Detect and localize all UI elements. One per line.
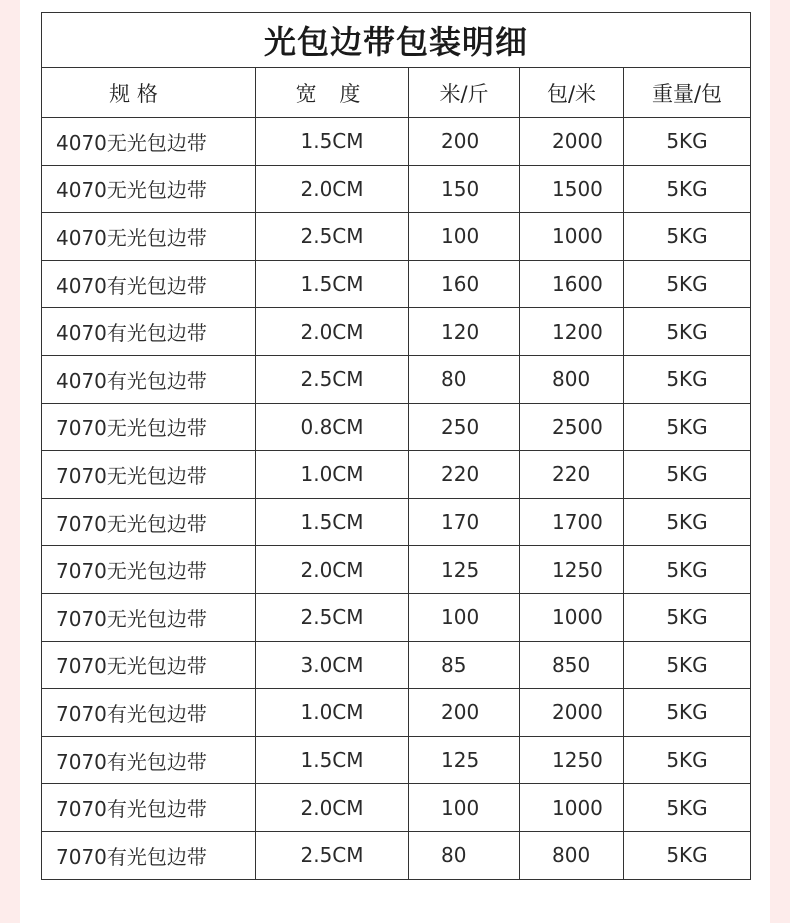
cell-weight-per-pack: 5KG (624, 118, 751, 166)
cell-width: 2.5CM (256, 213, 409, 261)
cell-spec: 7070无光包边带 (42, 593, 256, 641)
table-row (42, 213, 751, 261)
cell-meters-per-jin: 200 (409, 689, 520, 737)
table-row (42, 736, 751, 784)
cell-meters-per-pack: 1700 (520, 498, 624, 546)
cell-spec: 4070有光包边带 (42, 260, 256, 308)
cell-weight-per-pack: 5KG (624, 308, 751, 356)
cell-meters-per-jin: 100 (409, 213, 520, 261)
cell-width: 2.0CM (256, 784, 409, 832)
cell-weight-per-pack: 5KG (624, 260, 751, 308)
header-weight-per-pack: 重量/包 (624, 68, 751, 118)
cell-meters-per-pack: 1500 (520, 165, 624, 213)
cell-weight-per-pack: 5KG (624, 689, 751, 737)
cell-width: 0.8CM (256, 403, 409, 451)
cell-meters-per-jin: 100 (409, 593, 520, 641)
cell-meters-per-pack: 1000 (520, 213, 624, 261)
cell-meters-per-jin: 125 (409, 546, 520, 594)
cell-weight-per-pack: 5KG (624, 784, 751, 832)
table-row (42, 593, 751, 641)
cell-meters-per-jin: 160 (409, 260, 520, 308)
cell-spec: 7070有光包边带 (42, 689, 256, 737)
cell-meters-per-pack: 1200 (520, 308, 624, 356)
cell-meters-per-pack: 1250 (520, 546, 624, 594)
cell-weight-per-pack: 5KG (624, 355, 751, 403)
table-row (42, 641, 751, 689)
cell-meters-per-pack: 1000 (520, 593, 624, 641)
cell-meters-per-pack: 1000 (520, 784, 624, 832)
cell-meters-per-pack: 2000 (520, 689, 624, 737)
cell-spec: 7070有光包边带 (42, 831, 256, 879)
cell-weight-per-pack: 5KG (624, 831, 751, 879)
table-row (42, 689, 751, 737)
cell-meters-per-jin: 170 (409, 498, 520, 546)
cell-weight-per-pack: 5KG (624, 593, 751, 641)
cell-meters-per-jin: 80 (409, 831, 520, 879)
cell-weight-per-pack: 5KG (624, 736, 751, 784)
cell-meters-per-jin: 125 (409, 736, 520, 784)
cell-meters-per-jin: 120 (409, 308, 520, 356)
table-row (42, 784, 751, 832)
header-meters-per-pack: 包/米 (520, 68, 624, 118)
cell-spec: 7070无光包边带 (42, 498, 256, 546)
cell-width: 2.0CM (256, 165, 409, 213)
table-row (42, 546, 751, 594)
packing-detail-table (41, 12, 751, 880)
table-title: 光包边带包装明细 (42, 13, 751, 68)
cell-width: 1.5CM (256, 118, 409, 166)
cell-width: 1.5CM (256, 260, 409, 308)
cell-width: 2.5CM (256, 831, 409, 879)
cell-spec: 7070有光包边带 (42, 784, 256, 832)
cell-meters-per-jin: 250 (409, 403, 520, 451)
cell-weight-per-pack: 5KG (624, 165, 751, 213)
table-row (42, 831, 751, 879)
cell-meters-per-jin: 80 (409, 355, 520, 403)
cell-width: 2.0CM (256, 546, 409, 594)
cell-width: 3.0CM (256, 641, 409, 689)
cell-spec: 7070无光包边带 (42, 403, 256, 451)
cell-spec: 7070无光包边带 (42, 451, 256, 499)
cell-weight-per-pack: 5KG (624, 546, 751, 594)
table-row (42, 355, 751, 403)
cell-spec: 4070无光包边带 (42, 118, 256, 166)
cell-spec: 4070有光包边带 (42, 355, 256, 403)
cell-width: 2.0CM (256, 308, 409, 356)
cell-spec: 4070无光包边带 (42, 213, 256, 261)
cell-meters-per-jin: 100 (409, 784, 520, 832)
cell-meters-per-pack: 1250 (520, 736, 624, 784)
cell-meters-per-jin: 150 (409, 165, 520, 213)
cell-spec: 7070无光包边带 (42, 546, 256, 594)
table-row (42, 308, 751, 356)
cell-weight-per-pack: 5KG (624, 451, 751, 499)
table-row (42, 403, 751, 451)
cell-width: 1.5CM (256, 498, 409, 546)
cell-meters-per-pack: 800 (520, 831, 624, 879)
cell-meters-per-pack: 2000 (520, 118, 624, 166)
table-row (42, 498, 751, 546)
table-row (42, 165, 751, 213)
cell-weight-per-pack: 5KG (624, 498, 751, 546)
cell-spec: 4070无光包边带 (42, 165, 256, 213)
cell-meters-per-pack: 850 (520, 641, 624, 689)
cell-weight-per-pack: 5KG (624, 641, 751, 689)
table-row (42, 118, 751, 166)
cell-meters-per-pack: 1600 (520, 260, 624, 308)
cell-spec: 7070有光包边带 (42, 736, 256, 784)
cell-width: 1.0CM (256, 689, 409, 737)
table-row (42, 260, 751, 308)
cell-width: 1.5CM (256, 736, 409, 784)
table-row (42, 451, 751, 499)
cell-meters-per-jin: 220 (409, 451, 520, 499)
cell-width: 1.0CM (256, 451, 409, 499)
cell-meters-per-jin: 85 (409, 641, 520, 689)
cell-width: 2.5CM (256, 355, 409, 403)
header-width: 宽 度 (256, 68, 409, 118)
cell-spec: 7070无光包边带 (42, 641, 256, 689)
header-meters-per-jin: 米/斤 (409, 68, 520, 118)
cell-width: 2.5CM (256, 593, 409, 641)
header-row (42, 68, 751, 118)
cell-weight-per-pack: 5KG (624, 403, 751, 451)
cell-meters-per-pack: 2500 (520, 403, 624, 451)
cell-meters-per-jin: 200 (409, 118, 520, 166)
header-spec: 规 格 (42, 68, 256, 118)
cell-weight-per-pack: 5KG (624, 213, 751, 261)
cell-spec: 4070有光包边带 (42, 308, 256, 356)
cell-meters-per-pack: 800 (520, 355, 624, 403)
cell-meters-per-pack: 220 (520, 451, 624, 499)
